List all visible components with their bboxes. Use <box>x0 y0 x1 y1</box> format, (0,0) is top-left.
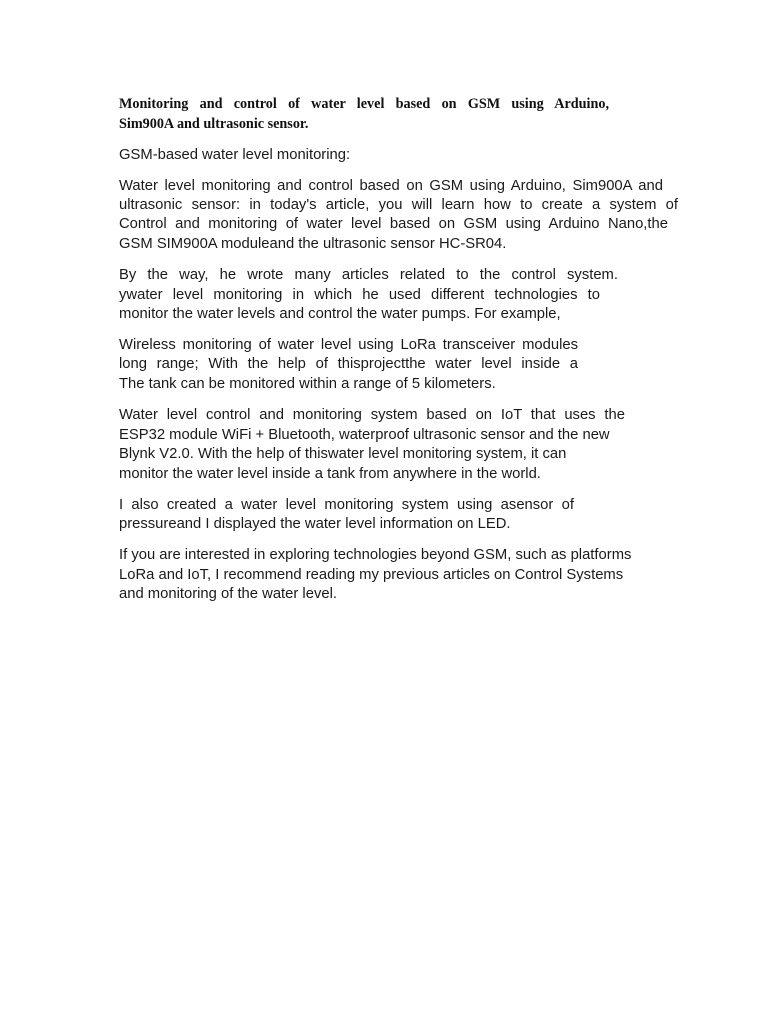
paragraph-1-line-3: Control and monitoring of water level based on GSM using Arduino Nano,the <box>119 216 668 232</box>
paragraph-4-line-3: Blynk V2.0. With the help of thiswater level monitoring system, it can <box>119 446 567 462</box>
paragraph-4-line-4: monitor the water level inside a tank from anywhere in the world. <box>119 466 541 482</box>
paragraph-1-line-1: Water level monitoring and control based on GSM using Arduino, Sim900A and <box>119 178 663 194</box>
paragraph-6-line-2: LoRa and IoT, I recommend reading my previous articles on Control Systems <box>119 567 624 583</box>
paragraph-3-line-2: long range; With the help of thisprojectthe water level inside a <box>119 356 578 372</box>
paragraph-2-line-2: ywater level monitoring in which he used different technologies to <box>119 287 600 303</box>
document-title-line-1: Monitoring and control of water level based on GSM using Arduino, <box>119 96 609 112</box>
paragraph-5-line-2: pressureand I displayed the water level information on LED. <box>119 516 511 532</box>
paragraph-1-line-4: GSM SIM900A moduleand the ultrasonic sensor HC-SR04. <box>119 236 507 252</box>
paragraph-2-line-3: monitor the water levels and control the water pumps. For example, <box>119 306 561 322</box>
paragraph-4-line-1: Water level control and monitoring system based on IoT that uses the <box>119 407 625 423</box>
section-heading: GSM-based water level monitoring: <box>119 147 351 163</box>
paragraph-3-line-3: The tank can be monitored within a range of 5 kilometers. <box>119 376 496 392</box>
paragraph-2-line-1: By the way, he wrote many articles related to the control system. <box>119 267 618 283</box>
paragraph-1-line-2: ultrasonic sensor: in today's article, you will learn how to create a system of <box>119 197 678 213</box>
paragraph-5-line-1: I also created a water level monitoring system using asensor of <box>119 497 574 513</box>
paragraph-6-line-3: and monitoring of the water level. <box>119 586 337 602</box>
paragraph-4-line-2: ESP32 module WiFi + Bluetooth, waterproof ultrasonic sensor and the new <box>119 427 610 443</box>
paragraph-3-line-1: Wireless monitoring of water level using LoRa transceiver modules <box>119 337 578 353</box>
paragraph-6-line-1: If you are interested in exploring technologies beyond GSM, such as platforms <box>119 547 632 563</box>
document-title-line-2: Sim900A and ultrasonic sensor. <box>119 116 309 132</box>
